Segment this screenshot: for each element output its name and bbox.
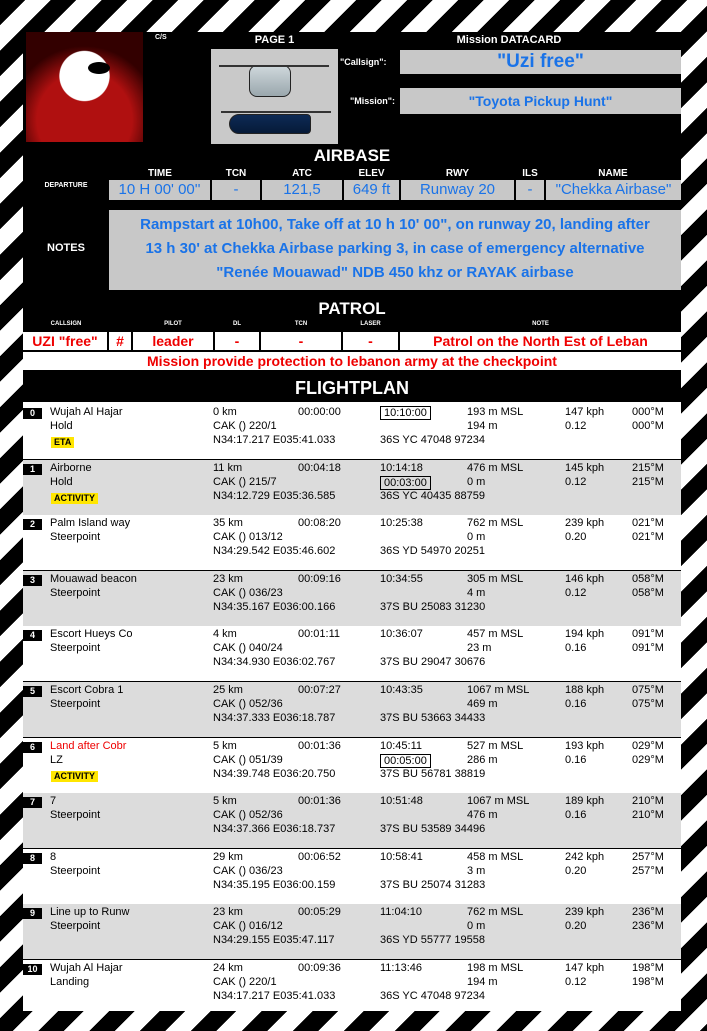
waypoint-leg-time: 00:05:29: [298, 906, 341, 919]
waypoint-number: 7: [23, 797, 42, 808]
waypoint-distance: 23 km: [213, 572, 243, 585]
waypoint-type: Landing: [50, 976, 90, 988]
waypoint-agl: 4 m: [467, 586, 486, 599]
waypoint-heading-2: 215°M: [632, 475, 664, 488]
waypoint-time: 10:14:18: [380, 461, 423, 474]
waypoint-type: Hold: [50, 475, 73, 488]
helicopter-side-icon: [229, 114, 311, 134]
waypoint-agl: 469 m: [467, 698, 498, 710]
waypoint-coordinates: N34:12.729 E035:36.585: [213, 489, 336, 502]
waypoint-agl: 0 m: [467, 531, 486, 544]
departure-elev: 649 ft: [344, 180, 399, 200]
waypoint-name: 7: [50, 795, 57, 808]
waypoint-cak: CAK () 215/7: [213, 475, 277, 488]
waypoint-altitude: 1067 m MSL: [467, 684, 530, 696]
waypoint-heading: 091°M: [632, 628, 664, 641]
helicopter-image: [211, 49, 338, 144]
departure-ils: -: [516, 180, 544, 200]
waypoint-cak: CAK () 220/1: [213, 976, 277, 988]
waypoint-badge: ETA: [51, 437, 74, 448]
waypoint-type: Steerpoint: [50, 698, 101, 710]
waypoint-mach: 0.12: [565, 420, 587, 432]
waypoint-altitude: 762 m MSL: [467, 517, 524, 530]
waypoint-mgrs: 36S YC 47048 97234: [380, 434, 485, 446]
notes-line: "Renée Mouawad" NDB 450 khz or RAYAK airbase: [216, 264, 574, 281]
waypoint-mach: 0.16: [565, 753, 587, 766]
waypoint-leg-time: 00:04:18: [298, 461, 341, 474]
waypoint-heading: 236°M: [632, 906, 664, 919]
waypoint-hold-time: 00:05:00: [380, 754, 431, 768]
waypoint-altitude: 193 m MSL: [467, 406, 524, 418]
waypoint-coordinates: N34:37.366 E036:18.737: [213, 823, 336, 836]
waypoint-heading: 000°M: [632, 406, 664, 418]
waypoint-time: 11:13:46: [380, 962, 423, 974]
waypoint-cak: CAK () 036/23: [213, 586, 283, 599]
patrol-pilot: leader: [133, 332, 213, 350]
airbase-title: AIRBASE: [313, 146, 391, 165]
col-laser: LASER: [360, 321, 381, 327]
waypoint-cak: CAK () 051/39: [213, 753, 283, 766]
waypoint-row: [23, 626, 681, 681]
cs-label: C/S: [155, 34, 167, 41]
waypoint-speed: 193 kph: [565, 739, 605, 752]
waypoint-agl: 23 m: [467, 642, 492, 655]
waypoint-mgrs: 37S BU 56781 38819: [380, 767, 486, 780]
waypoint-leg-time: 00:01:11: [298, 628, 341, 641]
col-time: TIME: [148, 168, 172, 179]
waypoint-heading-2: 210°M: [632, 809, 664, 822]
waypoint-name: Wujah Al Hajar: [50, 406, 123, 418]
waypoint-distance: 4 km: [213, 628, 237, 641]
waypoint-heading: 257°M: [632, 850, 664, 863]
waypoint-name: Line up to Runw: [50, 906, 130, 919]
waypoint-heading: 058°M: [632, 572, 664, 585]
waypoint-time: 11:04:10: [380, 906, 423, 919]
waypoint-time: 10:51:48: [380, 795, 423, 808]
waypoint-agl: 194 m: [467, 976, 498, 988]
departure-rwy: Runway 20: [401, 180, 514, 200]
patrol-title: PATROL: [318, 299, 386, 318]
waypoint-heading: 029°M: [632, 739, 664, 752]
waypoint-row: [23, 793, 681, 848]
departure-time: 10 H 00' 00'': [109, 180, 210, 200]
col-callsign: CALLSIGN: [50, 321, 82, 327]
col-rwy: RWY: [445, 168, 470, 179]
departure-label: DEPARTURE: [44, 182, 88, 189]
waypoint-number: 3: [23, 575, 42, 586]
mission-label: "Mission":: [350, 96, 396, 106]
waypoint-type: Steerpoint: [50, 642, 101, 655]
col-name: NAME: [598, 168, 628, 179]
waypoint-heading-2: 091°M: [632, 642, 664, 655]
waypoint-coordinates: N34:35.167 E036:00.166: [213, 600, 336, 613]
waypoint-time: 10:36:07: [380, 628, 423, 641]
waypoint-agl: 3 m: [467, 864, 486, 877]
helicopter-front-icon: [249, 65, 291, 97]
waypoint-distance: 11 km: [213, 461, 243, 474]
pilot-avatar: [26, 32, 143, 142]
waypoint-leg-time: 00:07:27: [298, 684, 341, 696]
waypoint-time: 10:34:55: [380, 572, 423, 585]
waypoint-leg-time: 00:06:52: [298, 850, 341, 863]
mission-datacard: [23, 32, 681, 1011]
waypoint-cak: CAK () 016/12: [213, 920, 283, 933]
waypoint-row: [23, 904, 681, 959]
waypoint-agl: 476 m: [467, 809, 498, 822]
waypoint-leg-time: 00:08:20: [298, 517, 341, 530]
notes-line: 13 h 30' at Chekka Airbase parking 3, in case of emergency alternative: [145, 240, 645, 257]
waypoint-heading: 021°M: [632, 517, 664, 530]
waypoint-mach: 0.12: [565, 475, 587, 488]
departure-tcn: -: [212, 180, 260, 200]
mission-line: Mission provide protection to lebanon army at the checkpoint: [23, 352, 681, 370]
waypoint-distance: 35 km: [213, 517, 243, 530]
patrol-tcn: -: [261, 332, 341, 350]
waypoint-coordinates: N34:17.217 E035:41.033: [213, 434, 336, 446]
waypoint-leg-time: 00:01:36: [298, 795, 341, 808]
waypoint-mgrs: 37S BU 53589 34496: [380, 823, 486, 836]
mission-value: "Toyota Pickup Hunt": [400, 88, 681, 114]
waypoint-distance: 29 km: [213, 850, 243, 863]
waypoint-mach: 0.16: [565, 809, 587, 822]
waypoint-row: [23, 571, 681, 626]
col-ils: ILS: [522, 168, 538, 179]
waypoint-altitude: 527 m MSL: [467, 739, 524, 752]
waypoint-speed: 189 kph: [565, 795, 605, 808]
waypoint-mach: 0.12: [565, 586, 587, 599]
waypoint-speed: 242 kph: [565, 850, 605, 863]
waypoint-mach: 0.20: [565, 864, 587, 877]
waypoint-name: Airborne: [50, 461, 92, 474]
waypoint-mgrs: 36S YC 40435 88759: [380, 489, 485, 502]
waypoint-name: Palm Island way: [50, 517, 131, 530]
waypoint-time: 10:58:41: [380, 850, 423, 863]
waypoint-type: Steerpoint: [50, 809, 101, 822]
waypoint-heading-2: 236°M: [632, 920, 664, 933]
waypoint-mach: 0.20: [565, 531, 587, 544]
waypoint-heading-2: 075°M: [632, 698, 664, 710]
waypoint-mach: 0.16: [565, 698, 587, 710]
waypoint-heading-2: 029°M: [632, 753, 664, 766]
waypoint-altitude: 305 m MSL: [467, 572, 524, 585]
waypoint-altitude: 476 m MSL: [467, 461, 524, 474]
waypoint-row: [23, 460, 681, 515]
waypoint-cak: CAK () 220/1: [213, 420, 277, 432]
departure-atc: 121,5: [262, 180, 342, 200]
waypoint-heading-2: 058°M: [632, 586, 664, 599]
waypoint-speed: 147 kph: [565, 406, 605, 418]
waypoint-heading: 215°M: [632, 461, 664, 474]
waypoint-agl: 194 m: [467, 420, 498, 432]
callsign-label: "Callsign":: [340, 57, 387, 67]
waypoint-distance: 5 km: [213, 795, 237, 808]
waypoint-mgrs: 36S YD 55777 19558: [380, 934, 485, 947]
waypoint-type: Hold: [50, 420, 73, 432]
waypoint-time: 10:10:00: [380, 406, 431, 420]
col-elev: ELEV: [358, 168, 385, 179]
col-tcn: TCN: [225, 168, 247, 179]
waypoint-time: 10:45:11: [380, 739, 423, 752]
departure-name: "Chekka Airbase": [546, 180, 681, 200]
waypoint-speed: 145 kph: [565, 461, 605, 474]
callsign-value: "Uzi free": [400, 50, 681, 74]
waypoint-row: [23, 960, 681, 1011]
waypoint-distance: 5 km: [213, 739, 237, 752]
waypoint-distance: 24 km: [213, 962, 243, 974]
waypoint-speed: 147 kph: [565, 962, 605, 974]
waypoint-name: Wujah Al Hajar: [50, 962, 123, 974]
notes-line: Rampstart at 10h00, Take off at 10 h 10' 00", on runway 20, landing after: [140, 216, 650, 233]
waypoint-agl: 0 m: [467, 475, 486, 488]
waypoint-speed: 239 kph: [565, 906, 605, 919]
waypoint-coordinates: N34:29.542 E035:46.602: [213, 545, 336, 558]
waypoint-row: [23, 682, 681, 737]
waypoint-name: Escort Cobra 1: [50, 684, 124, 696]
waypoint-leg-time: 00:00:00: [298, 406, 341, 418]
waypoint-coordinates: N34:34.930 E036:02.767: [213, 656, 336, 669]
waypoint-time: 10:25:38: [380, 517, 423, 530]
waypoint-speed: 239 kph: [565, 517, 605, 530]
waypoint-cak: CAK () 036/23: [213, 864, 283, 877]
col-dl: DL: [233, 321, 241, 327]
notes-label: NOTES: [47, 242, 85, 254]
patrol-laser: -: [343, 332, 398, 350]
waypoint-heading-2: 198°M: [632, 976, 664, 988]
waypoint-leg-time: 00:01:36: [298, 739, 341, 752]
waypoint-altitude: 457 m MSL: [467, 628, 524, 641]
waypoint-type: Steerpoint: [50, 864, 101, 877]
waypoint-coordinates: N34:37.333 E036:18.787: [213, 712, 336, 724]
waypoint-mach: 0.20: [565, 920, 587, 933]
waypoint-heading-2: 000°M: [632, 420, 664, 432]
waypoint-type: Steerpoint: [50, 920, 101, 933]
flightplan-title: FLIGHTPLAN: [23, 375, 681, 404]
col-pilot: PILOT: [164, 321, 182, 327]
waypoint-heading: 210°M: [632, 795, 664, 808]
waypoint-mgrs: 37S BU 25074 31283: [380, 878, 486, 891]
waypoint-row: [23, 849, 681, 904]
waypoint-heading-2: 021°M: [632, 531, 664, 544]
waypoint-type: Steerpoint: [50, 531, 101, 544]
waypoint-number: 8: [23, 853, 42, 864]
waypoint-coordinates: N34:17.217 E035:41.033: [213, 990, 336, 1002]
waypoint-coordinates: N34:29.155 E035:47.117: [213, 934, 335, 947]
waypoint-name: 8: [50, 850, 57, 863]
waypoint-row: [23, 738, 681, 793]
waypoint-cak: CAK () 052/36: [213, 698, 283, 710]
waypoint-altitude: 762 m MSL: [467, 906, 524, 919]
waypoint-badge: ACTIVITY: [51, 771, 98, 782]
waypoint-coordinates: N34:35.195 E036:00.159: [213, 878, 336, 891]
waypoint-distance: 23 km: [213, 906, 243, 919]
waypoint-row: [23, 404, 681, 459]
waypoint-speed: 194 kph: [565, 628, 605, 641]
waypoint-mgrs: 37S BU 29047 30676: [380, 656, 486, 669]
page-label: PAGE 1: [254, 34, 295, 46]
waypoint-heading: 198°M: [632, 962, 664, 974]
patrol-callsign: UZI "free": [23, 332, 107, 350]
waypoint-mach: 0.12: [565, 976, 587, 988]
waypoint-mgrs: 36S YC 47048 97234: [380, 990, 485, 1002]
waypoint-type: LZ: [50, 753, 63, 766]
waypoint-name: Mouawad beacon: [50, 572, 137, 585]
waypoint-number: 5: [23, 686, 42, 697]
waypoint-time: 10:43:35: [380, 684, 423, 696]
waypoint-cak: CAK () 013/12: [213, 531, 283, 544]
waypoint-cak: CAK () 040/24: [213, 642, 283, 655]
waypoint-mgrs: 36S YD 54970 20251: [380, 545, 485, 558]
waypoint-mgrs: 37S BU 25083 31230: [380, 600, 486, 613]
waypoint-number: 10: [23, 964, 42, 975]
waypoint-altitude: 1067 m MSL: [467, 795, 530, 808]
patrol-note: Patrol on the North Est of Leban: [400, 332, 681, 350]
waypoint-cak: CAK () 052/36: [213, 809, 283, 822]
waypoint-number: 4: [23, 630, 42, 641]
waypoint-distance: 0 km: [213, 406, 237, 418]
waypoint-number: 1: [23, 464, 42, 475]
col-note: NOTE: [532, 321, 549, 327]
waypoint-name: Escort Hueys Co: [50, 628, 133, 641]
waypoint-altitude: 458 m MSL: [467, 850, 524, 863]
waypoint-altitude: 198 m MSL: [467, 962, 524, 974]
waypoint-leg-time: 00:09:16: [298, 572, 341, 585]
patrol-dl: -: [215, 332, 259, 350]
waypoint-agl: 0 m: [467, 920, 486, 933]
waypoint-leg-time: 00:09:36: [298, 962, 341, 974]
card-title: Mission DATACARD: [456, 34, 562, 46]
notes-text: [109, 210, 681, 290]
col-tcn-patrol: TCN: [294, 321, 308, 327]
waypoint-badge: ACTIVITY: [51, 493, 98, 504]
waypoint-mgrs: 37S BU 53663 34433: [380, 712, 486, 724]
waypoint-name: Land after Cobr: [50, 739, 127, 752]
eyepatch-icon: [88, 62, 110, 74]
waypoint-mach: 0.16: [565, 642, 587, 655]
waypoint-number: 9: [23, 908, 42, 919]
waypoint-type: Steerpoint: [50, 586, 101, 599]
waypoint-hold-time: 00:03:00: [380, 476, 431, 490]
waypoint-row: [23, 515, 681, 570]
waypoint-distance: 25 km: [213, 684, 243, 696]
waypoint-agl: 286 m: [467, 753, 498, 766]
waypoint-speed: 146 kph: [565, 572, 605, 585]
waypoint-number: 2: [23, 519, 42, 530]
waypoint-speed: 188 kph: [565, 684, 605, 696]
patrol-number: #: [109, 332, 131, 350]
waypoint-number: 0: [23, 408, 42, 419]
col-atc: ATC: [292, 168, 312, 179]
waypoint-number: 6: [23, 742, 42, 753]
waypoint-heading-2: 257°M: [632, 864, 664, 877]
waypoint-coordinates: N34:39.748 E036:20.750: [213, 767, 336, 780]
waypoint-heading: 075°M: [632, 684, 664, 696]
